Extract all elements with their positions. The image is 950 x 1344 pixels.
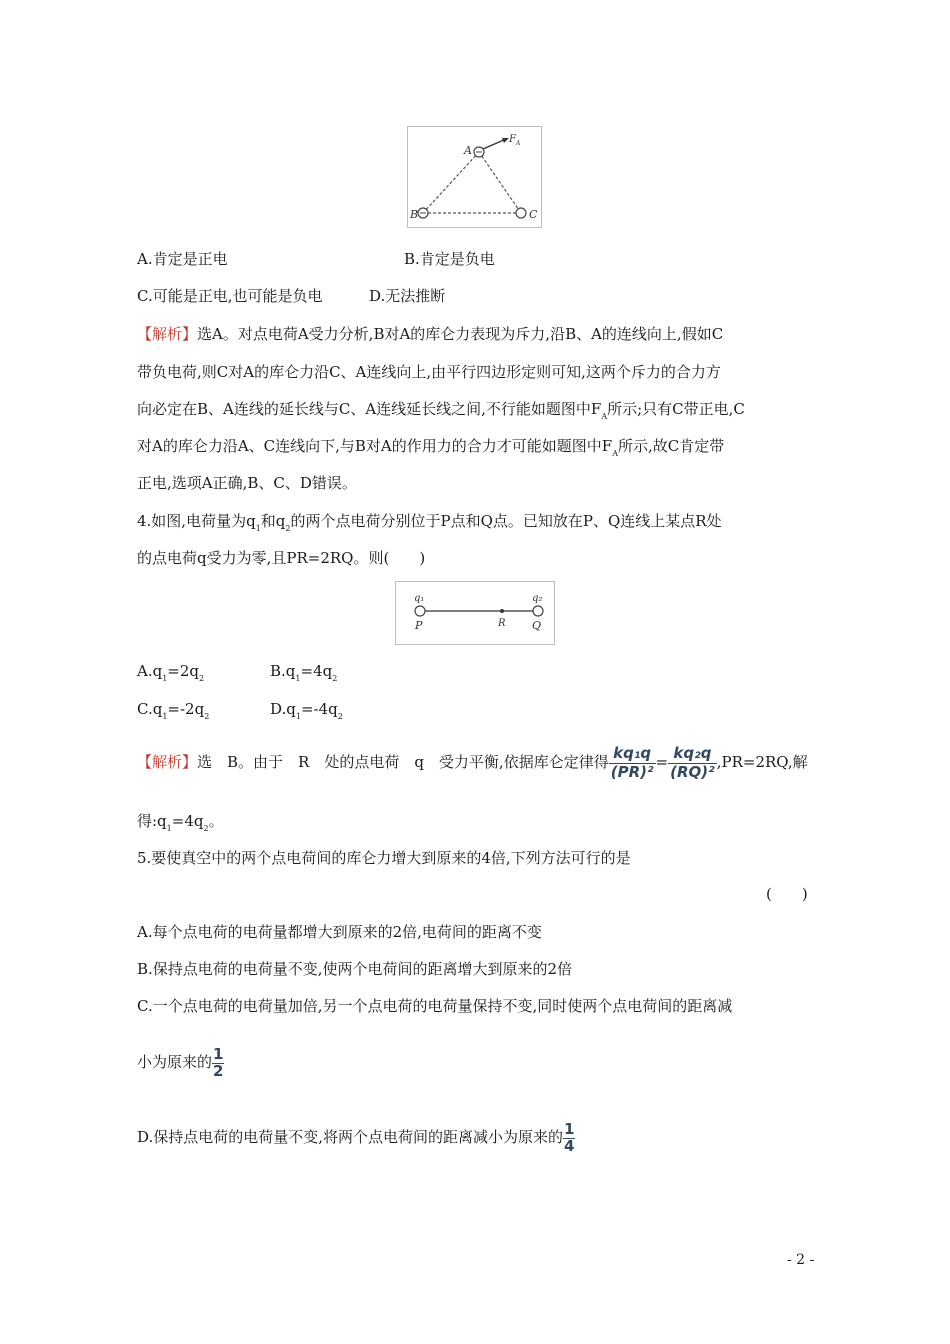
coulomb-fraction-1: $\frac{\text{kq₁q}}{\text{(PR)²}}$ [610, 744, 654, 781]
sol3-line-3: 向必定在B、A连线的延长线与C、A连线延长线之间,不行能如题图中$F_A$所示;只有C带正电,C [137, 400, 745, 421]
label-q2: q₂ [532, 593, 543, 604]
q4-stem-line-1: 4.如图,电荷量为$q_1$和$q_2$的两个点电荷分别位于P点和Q点。已知放在P、Q连线上某点R处 [137, 512, 722, 533]
sol3-line-5: 正电,选项A正确,B、C、D错误。 [137, 474, 357, 492]
q3-option-a: A.肯定是正电 [137, 250, 228, 268]
q4-stem-line-2: 的点电荷q受力为零,且PR=2RQ。则( ) [137, 549, 426, 567]
label-Q: Q [532, 619, 542, 632]
q5-option-b: B.保持点电荷的电荷量不变,使两个电荷间的距离增大到原来的2倍 [137, 960, 573, 978]
triangle-diagram [408, 127, 541, 227]
q3-option-d: D.无法推断 [369, 287, 446, 305]
q4-option-c: $C.q_1=-2q_2$ [137, 700, 210, 721]
label-C: C [529, 208, 538, 221]
q5-option-a: A.每个点电荷的电荷量都增大到原来的2倍,电荷间的距离不变 [137, 923, 542, 941]
q5-option-d: D.保持点电荷的电荷量不变,将两个点电荷间的距离减小为原来的 $\frac{1}{4}$ [137, 1119, 575, 1155]
sol3-line-2: 带负电荷,则C对A的库仑力沿C、A连线向上,由平行四边形定则可知,这两个斥力的合力方 [137, 363, 721, 381]
q4-option-d: $D.q_1=-4q_2$ [270, 700, 343, 721]
label-q1: q₁ [414, 593, 425, 604]
label-F: F [509, 134, 516, 145]
q3-option-c: C.可能是正电,也可能是负电 [137, 287, 323, 305]
coulomb-fraction-2: $\frac{\text{kq₂q}}{\text{(RQ)²}}$ [670, 744, 715, 781]
charges-line-figure [395, 581, 555, 645]
solution-tag: 【解析】 [137, 325, 198, 343]
label-A: A [464, 144, 472, 157]
solution-tag: 【解析】 [137, 753, 198, 771]
q4-option-a: $A.q_1=2q_2$ [137, 662, 205, 683]
sol4-line-2: 得$:q_1=4q_2$。 [137, 812, 224, 833]
q3-option-b: B.肯定是负电 [404, 250, 495, 268]
q5-answer-paren: ( ) [766, 885, 808, 903]
fraction-one-half: $\frac{1}{2}$ [213, 1044, 224, 1080]
sol3-line-4: 对A的库仑力沿A、C连线向下,与B对A的作用力的合力才可能如题图中$F_A$所示,故C肯定带 [137, 437, 725, 458]
q5-option-c-line-2: 小为原来的 $\frac{1}{2}$ [137, 1044, 224, 1080]
sol4-line-1: 【解析】选 B。由于 R 处的点电荷 q 受力平衡,依据库仑定律得 $\frac{\text{kq₁q}}{\text{(PR)²}}$ = $\frac{\text{kq₂q}}{\text{(RQ)²}}$ ,PR=2RQ,解 [137, 744, 808, 781]
fraction-one-quarter: $\frac{1}{4}$ [564, 1119, 575, 1155]
q5-stem: 5.要使真空中的两个点电荷间的库仑力增大到原来的4倍,下列方法可行的是 [137, 849, 631, 867]
charges-line-diagram [396, 582, 554, 644]
label-B: B [410, 208, 419, 221]
label-F-sub: A [516, 140, 521, 147]
q5-option-c-line-1: C.一个点电荷的电荷量加倍,另一个点电荷的电荷量保持不变,同时使两个点电荷间的距离减 [137, 997, 733, 1015]
label-P: P [415, 619, 423, 632]
label-R: R [498, 618, 506, 629]
page-number: - 2 - [787, 1252, 815, 1268]
triangle-figure [407, 126, 542, 228]
sol3-line-1: 【解析】选A。对点电荷A受力分析,B对A的库仑力表现为斥力,沿B、A的连线向上,假如C [137, 325, 724, 343]
q4-option-b: $B.q_1=4q_2$ [270, 662, 338, 683]
